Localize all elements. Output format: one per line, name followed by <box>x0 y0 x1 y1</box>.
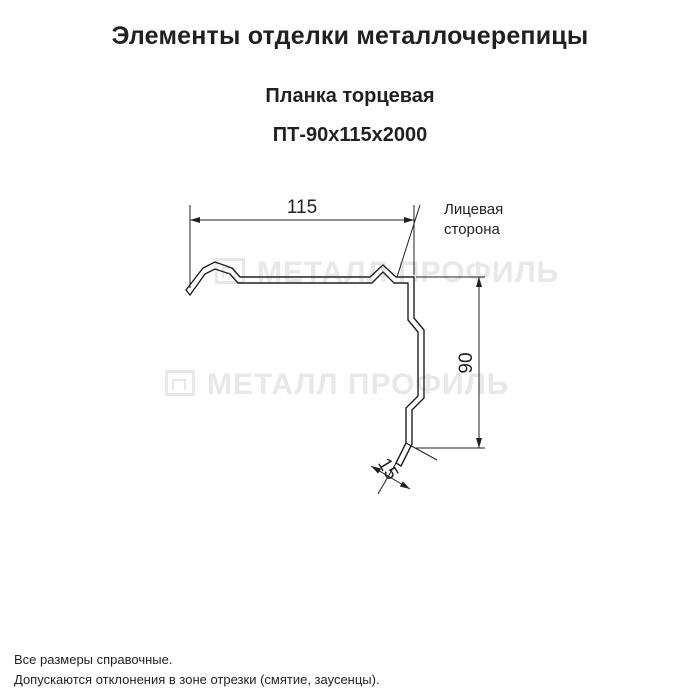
face-side-leader <box>397 205 420 277</box>
footer-notes <box>14 650 380 690</box>
footer-note-1: Все размеры справочные. <box>14 652 173 667</box>
product-name: Планка торцевая <box>265 85 435 107</box>
watermark-text: МЕТАЛЛ ПРОФИЛЬ <box>257 256 560 289</box>
watermark-text: МЕТАЛЛ ПРОФИЛЬ <box>207 368 510 401</box>
product-code: ПТ-90х115х2000 <box>272 124 428 146</box>
footer-note-2: Допускаются отклонения в зоне отрезки (смятие, заусенцы). <box>14 672 380 687</box>
face-side-label-line2: сторона <box>444 221 500 238</box>
profile-outline <box>186 262 424 466</box>
dimension-flange-label: 15 <box>373 454 403 484</box>
face-side-label-line1: Лицевая <box>444 201 504 218</box>
dimension-width-label: 115 <box>286 197 318 218</box>
dimension-height-label: 90 <box>456 352 477 374</box>
page-title: Элементы отделки металлочерепицы <box>111 22 589 50</box>
